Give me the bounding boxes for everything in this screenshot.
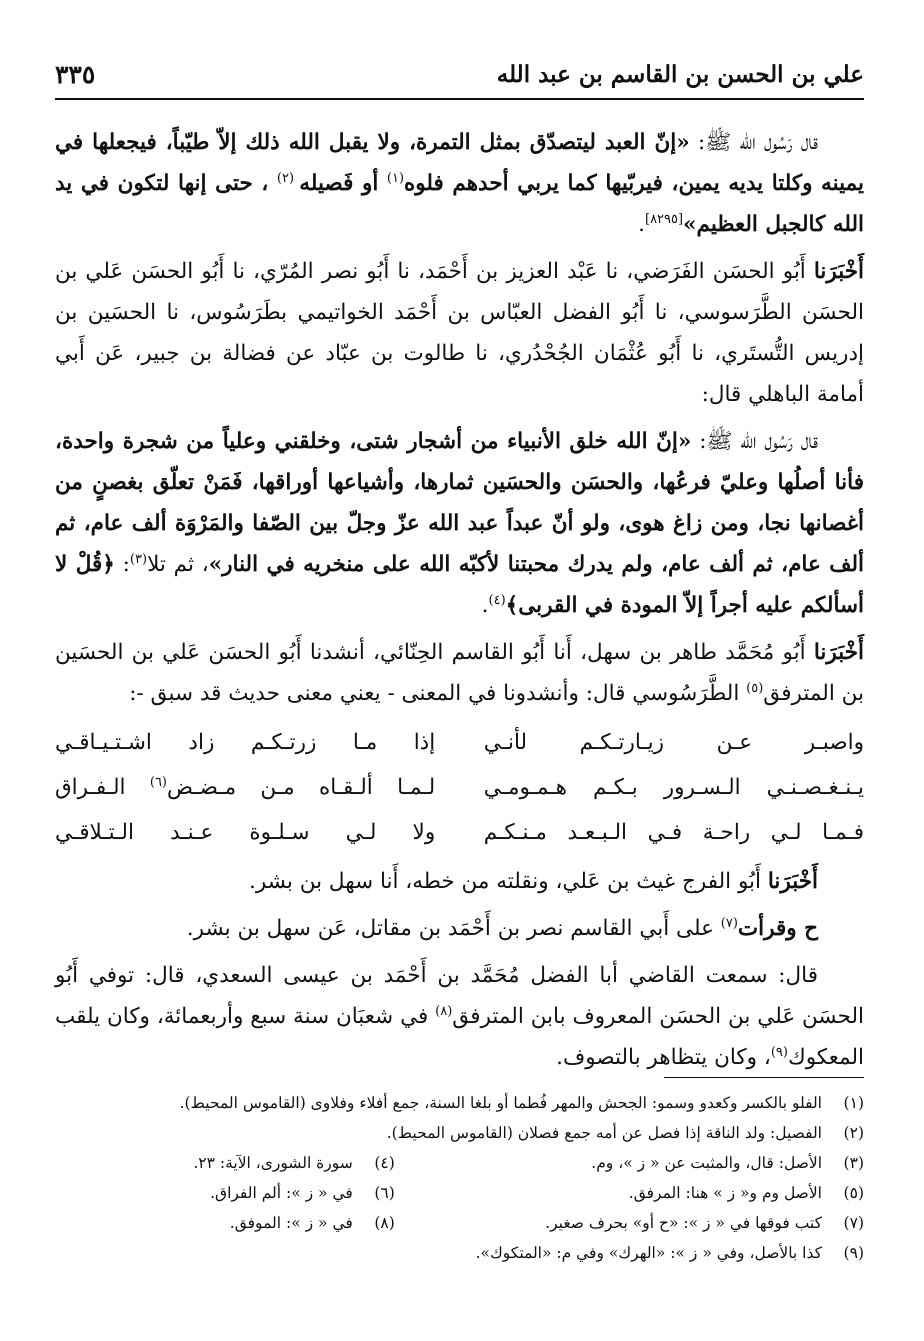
footnote-text: سورة الشورى، الآية: ٢٣. (193, 1154, 353, 1172)
isnad-paragraph-1 (55, 251, 864, 415)
poem (55, 720, 864, 855)
narration-intro: قال رَسُول الله ﷺ: (691, 429, 818, 454)
akhbarana-keyword: أَخْبَرَنا (813, 640, 864, 665)
footnote-number: (٢) (843, 1124, 864, 1142)
footnote-row (55, 1148, 864, 1178)
isnad-text: أَبُو الحسَن الفَرَضي، نا عَبْد العزيز بن أَحْمَد، نا أَبُو نصر المُرّي، نا أَبُو الحسَن عَلي بن الحسَن الطَّرَسوسي، نا أَبُو الفضل العبّاس بن أَحْمَد الخواتيمي بطَرَسُوس، نا الحسَين بن إدريس التُّستَري، نا أَبُو عُثْمَان الجُحْدُري، نا طالوت بن عبّاد عن فضالة بن جبير، عَن أَبي أمامة الباهلي قال: (55, 259, 864, 407)
footnote-row (55, 1208, 864, 1238)
footnote-7 (395, 1208, 864, 1238)
footnote-1 (55, 1088, 864, 1118)
verse-second-hemistich: ولا لـي سـلـوة عـنـد الـتـلاقـي (55, 820, 436, 845)
biography-text: في شعبَان سنة سبع وأربعمائة، وكان يلقب المعكوك (55, 1004, 864, 1070)
hadith-text: «إنّ العبد ليتصدّق بمثل التمرة، ولا يقبل الله ذلك إلاّ طيّباً، فيجعلها في يمينه وكلتا يديه يمين، فيربّيها كما يربي أحدهم فلوه (55, 130, 864, 196)
footnote-9 (55, 1238, 864, 1268)
main-text (55, 122, 864, 1084)
isnad-paragraph-2 (55, 632, 864, 714)
qaraat-keyword: ح وقرأت (737, 916, 818, 941)
biography-text: قال: سمعت القاضي أبا الفضل مُحَمَّد بن أَحْمَد بن عيسى السعدي، قال: توفي أَبُو الحسَن عَلي بن الحسَن المعروف بابن المترفق (55, 963, 864, 1029)
hadith-reference-number: [٨٢٩٥] (645, 211, 684, 227)
akhbarana-keyword: أَخْبَرَنا (767, 869, 818, 894)
page-number: ٣٣٥ (55, 59, 96, 89)
footnote-row (55, 1178, 864, 1208)
poem-verse (55, 720, 864, 765)
punctuation: . (638, 212, 645, 237)
footnote-text: الفصيل: ولد الناقة إذا فصل عن أمه جمع فصلان (القاموس المحيط). (386, 1124, 822, 1142)
verse-second-hemistich (55, 767, 435, 808)
footnote-number: (٣) (843, 1154, 864, 1172)
footnote-2 (55, 1118, 864, 1148)
footnote-ref[interactable]: (٥) (746, 680, 764, 696)
footnote-ref[interactable]: (٣) (129, 551, 148, 567)
hadith-paragraph-1 (55, 122, 864, 245)
footnote-number: (١) (843, 1094, 864, 1112)
verse-first-hemistich: واصبـر عـن زيـارتـكـم لأنـي (483, 730, 864, 755)
footnote-text: كذا بالأصل، وفي « ز »: «الهرك» وفي م: «المتكوك». (475, 1244, 822, 1262)
footnote-text: الفلو بالكسر وكعدو وسمو: الجحش والمهر فُطما أو بلغا السنة، جمع أفلاء وفلاوى (القاموس المحيط). (179, 1094, 822, 1112)
footnote-divider (664, 1077, 864, 1078)
isnad-paragraph-4 (55, 908, 864, 949)
footnote-ref[interactable]: (٦) (149, 774, 167, 790)
narration-continuation: ، ثم تلا (147, 552, 209, 577)
footnote-number: (٧) (843, 1214, 864, 1232)
isnad-text: أَبُو مُحَمَّد طاهر بن سهل، أَنا أَبُو القاسم الحِنّائي، أنشدنا أَبُو الحسَن عَلي بن الحسَين بن المترفق (55, 640, 864, 706)
punctuation: . (481, 593, 489, 618)
quran-verse: ﴿قُلْ لا أسألكم عليه أجراً إلاّ المودة في القربى﴾ (55, 552, 864, 618)
footnote-5 (395, 1178, 864, 1208)
footnote-ref[interactable]: (٢) (276, 170, 300, 186)
running-title: علي بن الحسن بن القاسم بن عبد الله (496, 60, 864, 88)
verse-second-hemistich: إذا مـا زرتـكـم زاد اشـتـيـاقـي (55, 730, 436, 755)
verse-first-hemistich: يـنـغـصـنـي الـسـرور بـكـم هـمـومـي (483, 775, 864, 800)
footnote-ref[interactable]: (١) (386, 170, 405, 186)
punctuation: : (114, 552, 130, 577)
biography-paragraph (55, 955, 864, 1078)
footnote-8 (55, 1208, 395, 1238)
footnote-ref[interactable]: (٩) (770, 1044, 788, 1060)
page-header (55, 52, 864, 96)
akhbarana-keyword: أَخْبَرَنا (813, 259, 864, 284)
footnote-number: (٩) (843, 1244, 864, 1262)
hadith-paragraph-2 (55, 421, 864, 626)
footnote-ref[interactable]: (٧) (720, 915, 738, 931)
narration-intro: قال رَسُول الله ﷺ: (689, 130, 818, 155)
hadith-text: ، حتى إنها لتكون في يد الله كالجبل العظيم» (55, 171, 864, 237)
footnote-ref[interactable]: (٤) (488, 592, 506, 608)
verse-first-hemistich: فـمـا لـي راحـة فـي الـبـعـد مـنـكـم (483, 820, 864, 845)
footnote-number: (٥) (843, 1184, 864, 1202)
footnote-number: (٨) (374, 1214, 395, 1232)
poem-verse (55, 810, 864, 855)
footnote-text: في « ز »: الموفق. (229, 1214, 353, 1232)
footnote-ref[interactable]: (٨) (435, 1003, 453, 1019)
verse-part: الـفـراق (55, 775, 150, 800)
header-divider (55, 98, 864, 100)
footnote-text: كتب فوقها في « ز »: «ح أو» بحرف صغير. (545, 1214, 822, 1232)
footnote-text: الأصل: قال، والمثبت عن « ز »، وم. (591, 1154, 822, 1172)
isnad-text: أَبُو الفرج غيث بن عَلي، ونقلته من خطه، أَنا سهل بن بشر. (249, 869, 768, 894)
biography-text: ، وكان يتظاهر بالتصوف. (556, 1045, 771, 1070)
footnote-text: الأصل وم و« ز » هنا: المرفق. (628, 1184, 822, 1202)
poem-verse (55, 765, 864, 810)
hadith-text: أو فَصيله (299, 171, 387, 196)
footnote-number: (٤) (374, 1154, 395, 1172)
footnote-number: (٦) (374, 1184, 395, 1202)
footnote-3 (395, 1148, 864, 1178)
hadith-text: «إنّ الله خلق الأنبياء من أشجار شتى، وخلقني وعلياً من شجرة واحدة، فأنا أصلُها وعليّ فرعُها، والحسَن والحسَين ثمارها، وأشياعها أوراقها، فَمَنْ تعلّق بغصنٍ من أغصانها نجا، ومن زاغ هوى، ولو أنّ عبداً عبد الله عزّ وجلّ بين الصّفا والمَرْوَة ألف عام، ثم ألف عام، ثم ألف عام، ولم يدرك محبتنا لأكبّه الله على منخريه في النار» (55, 429, 865, 577)
footnotes (55, 1088, 864, 1268)
isnad-text: على أَبي القاسم نصر بن أَحْمَد بن مقاتل، عَن سهل بن بشر. (186, 916, 721, 941)
verse-part: لـمـا ألـقـاه مـن مـضـض (167, 775, 436, 800)
footnote-6 (55, 1178, 395, 1208)
footnote-text: في « ز »: ألم الفراق. (210, 1184, 353, 1202)
isnad-paragraph-3 (55, 861, 864, 902)
isnad-text: الطَّرَسُوسي قال: وأنشدونا في المعنى - يعني معنى حديث قد سبق -: (129, 681, 747, 706)
footnote-4 (55, 1148, 395, 1178)
